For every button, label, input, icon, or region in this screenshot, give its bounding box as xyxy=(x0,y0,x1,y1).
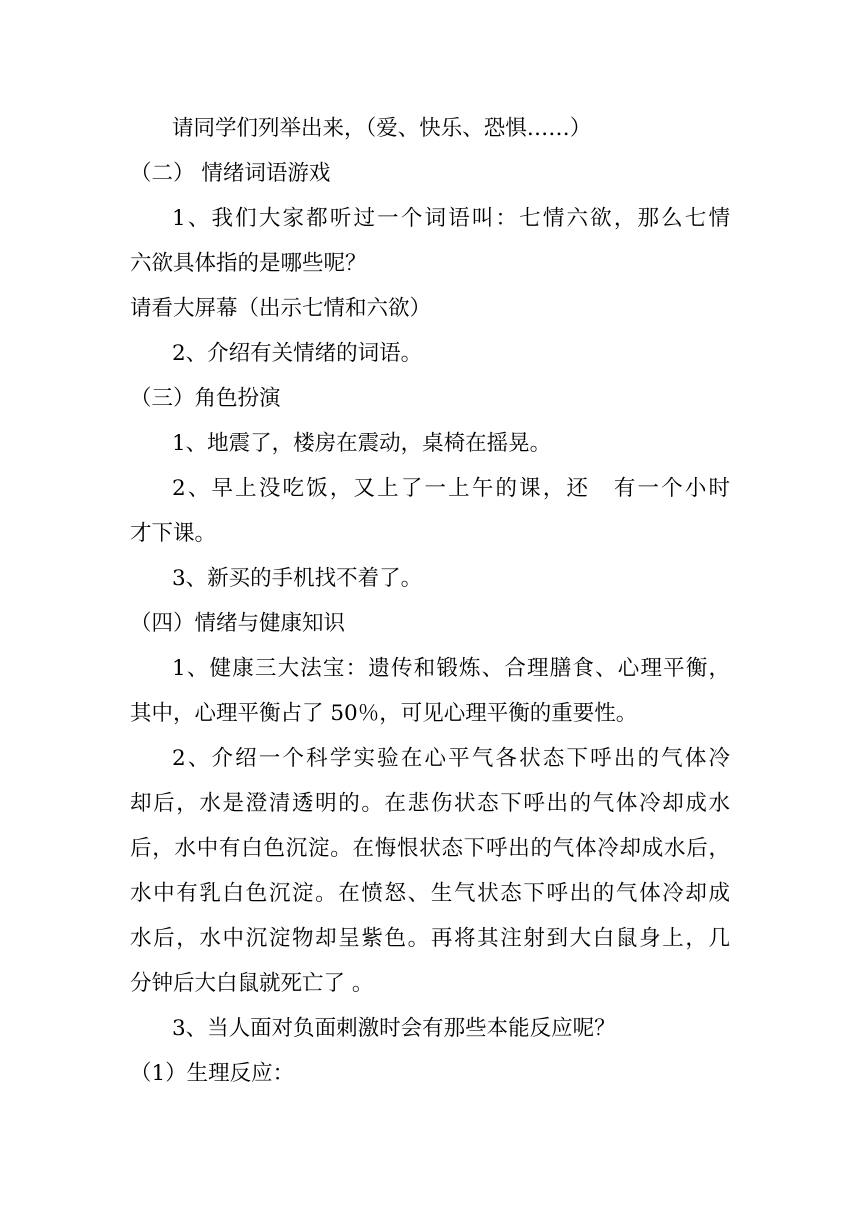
paragraph-line: 1、健康三大法宝：遗传和锻炼、合理膳食、心理平衡， xyxy=(172,656,730,681)
paragraph-line: 却后，水是澄清透明的。在悲伤状态下呼出的气体冷却成水 xyxy=(130,791,730,816)
paragraph-line: 3、新买的手机找不着了。 xyxy=(172,566,423,591)
paragraph-line: 2、介绍有关情绪的词语。 xyxy=(172,341,423,366)
paragraph-line: 分钟后大白鼠就死亡了 。 xyxy=(130,971,374,996)
paragraph-line: 1、我们大家都听过一个词语叫：七情六欲，那么七情 xyxy=(172,206,730,231)
paragraph-line: 水后，水中沉淀物却呈紫色。再将其注射到大白鼠身上，几 xyxy=(130,926,730,951)
paragraph-line: 1、地震了，楼房在震动，桌椅在摇晃。 xyxy=(172,431,552,456)
paragraph-line: 六欲具体指的是哪些呢？ xyxy=(130,251,367,276)
paragraph-line: 2、早上没吃饭，又上了一上午的课，还 有一个小时 xyxy=(172,476,730,501)
paragraph-line: 后，水中有白色沉淀。在悔恨状态下呼出的气体冷却成水后， xyxy=(130,836,730,861)
section-heading-4: （四）情绪与健康知识 xyxy=(130,611,346,636)
paragraph-line: 3、当人面对负面刺激时会有那些本能反应呢？ xyxy=(172,1016,616,1041)
section-heading-3: （三）角色扮演 xyxy=(130,386,281,411)
section-heading-2: （二） 情绪词语游戏 xyxy=(130,161,331,186)
paragraph-line: 才下课。 xyxy=(130,521,217,546)
paragraph-line: 请看大屏幕（出示七情和六欲） xyxy=(130,296,432,321)
paragraph-line: 其中，心理平衡占了 50％，可见心理平衡的重要性。 xyxy=(130,701,638,726)
paragraph-line: 请同学们列举出来，（爱、快乐、恐惧……） xyxy=(172,116,592,141)
subheading-physiological: （1）生理反应： xyxy=(130,1061,295,1086)
paragraph-line: 水中有乳白色沉淀。在愤怒、生气状态下呼出的气体冷却成 xyxy=(130,881,730,906)
paragraph-line: 2、介绍一个科学实验在心平气各状态下呼出的气体冷 xyxy=(172,746,730,771)
